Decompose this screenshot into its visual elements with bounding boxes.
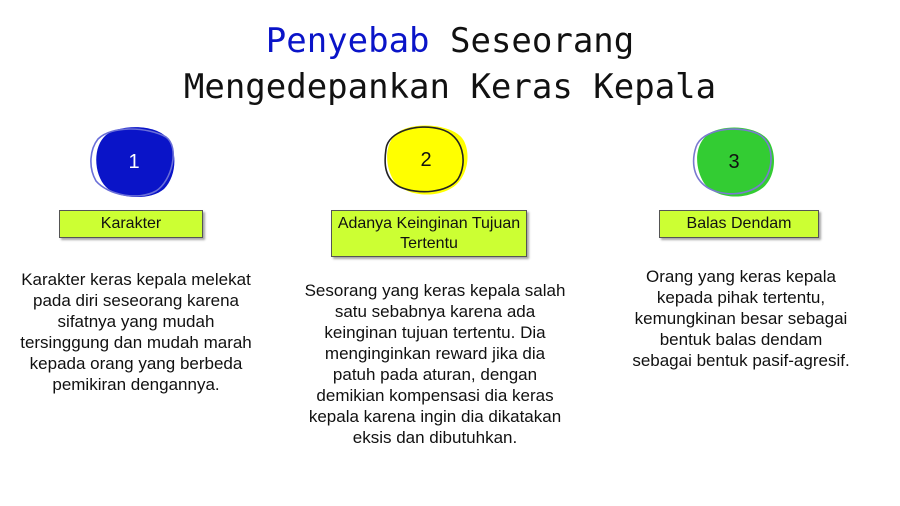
item-label-3: Balas Dendam [659,210,819,238]
number-blob-2 [378,123,474,198]
title-rest: Seseorang [429,21,635,61]
page-title [0,18,900,110]
item-number-1: 1 [128,151,140,173]
item-number-3: 3 [728,151,740,173]
number-blob-3 [688,125,780,200]
title-line-2: Mengedepankan Keras Kepala [183,67,717,107]
item-label-1: Karakter [59,210,203,238]
item-number-2: 2 [420,149,432,171]
title-line-1 [0,18,900,64]
item-description-1: Karakter keras kepala melekat pada diri seseorang karena sifatnya yang mudah tersinggung dan mudah marah kepada orang yang berbeda pemikiran dengannya. [20,270,252,394]
item-description-2: Sesorang yang keras kepala salah satu sebabnya karena ada keinginan tujuan tertentu. Dia menginginkan reward jika dia patuh pada aturan, dengan demikian kompensasi dia keras kepala karena ingin dia dikatakan eksis dan dibutuhkan. [304,281,566,447]
title-accent: Penyebab [265,21,430,61]
item-description-3: Orang yang keras kepala kepada pihak tertentu, kemungkinan besar sebagai bentuk balas dendam sebagai bentuk pasif-agresif. [632,267,850,370]
item-label-2: Adanya Keinginan Tujuan Tertentu [331,210,527,257]
number-blob-1 [88,125,180,200]
